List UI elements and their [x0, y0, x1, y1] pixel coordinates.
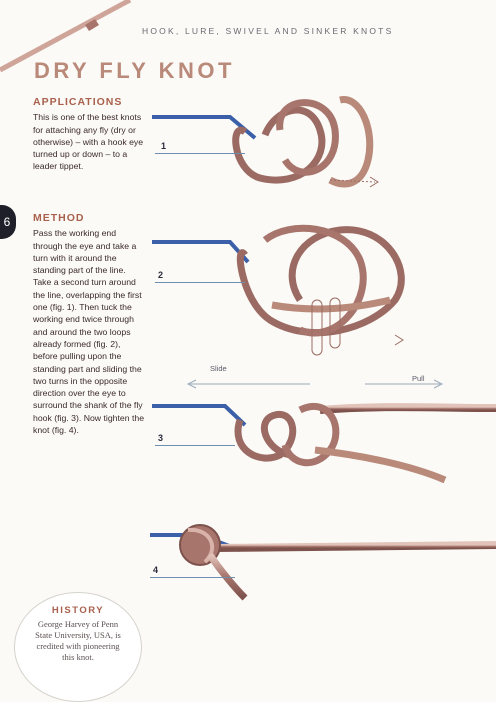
- page-title: DRY FLY KNOT: [34, 58, 235, 83]
- figure-3-drawing: [152, 380, 496, 480]
- history-heading: HISTORY: [51, 605, 105, 616]
- decorative-line: [0, 0, 130, 70]
- figure-1-rule: [155, 153, 245, 154]
- figure-3-rule: [155, 445, 235, 446]
- figure-2-number: 2: [158, 270, 164, 280]
- history-text: George Harvey of Penn State University, USA, is credited with pioneering this knot.: [35, 619, 121, 662]
- running-header: HOOK, LURE, SWIVEL AND SINKER KNOTS: [142, 26, 394, 36]
- section-tab-number: 6: [3, 215, 11, 229]
- figure-4-rule: [150, 577, 235, 578]
- figure-4-drawing: [150, 525, 496, 598]
- applications-heading: APPLICATIONS: [33, 96, 123, 108]
- figure-3-number: 3: [158, 433, 164, 443]
- pull-label: Pull: [412, 374, 425, 383]
- method-text: Pass the working end through the eye and take a turn with it around the standing part of the line. Take a second turn around the line, overlapping the first one (fig. 1). Then tuck the working end twice through and around the two loops already formed (fig. 2), before pulling upon the standing part and sliding the two turns in the opposite direction over the eye to surround the shank of the fly hook (fig. 3). Now tighten the knot (fig. 4).: [33, 228, 145, 436]
- figure-4-number: 4: [153, 565, 159, 575]
- method-heading: METHOD: [33, 212, 85, 224]
- figure-2-drawing: [152, 228, 496, 355]
- slide-label: Slide: [210, 364, 227, 373]
- figure-1-number: 1: [161, 141, 167, 151]
- applications-text: This is one of the best knots for attaching any fly (dry or otherwise) – with a hook eye turned up or down – to a leader tippet.: [33, 112, 144, 172]
- figure-1-drawing: [152, 100, 496, 187]
- figure-2-rule: [155, 282, 245, 283]
